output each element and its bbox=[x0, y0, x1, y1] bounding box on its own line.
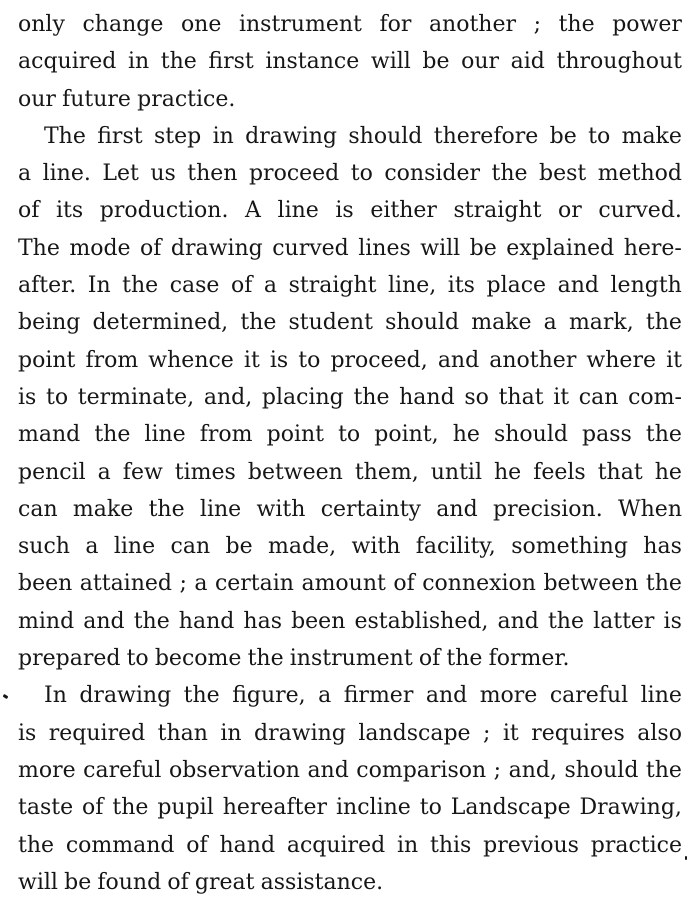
print-speck bbox=[3, 694, 9, 699]
text-line: pencil a few times between them, until he feels that he bbox=[18, 459, 682, 485]
text-line: will be found of great assistance. bbox=[18, 869, 384, 895]
text-line: The mode of drawing curved lines will be explained here- bbox=[18, 235, 682, 261]
text-line: prepared to become the instrument of the former. bbox=[18, 646, 570, 672]
text-line: only change one instrument for another ; the power bbox=[18, 12, 682, 37]
text-line: taste of the pupil hereafter incline to Landscape Drawing, bbox=[18, 795, 682, 821]
text-line: is required than in drawing landscape ; it requires also bbox=[18, 720, 682, 746]
text-line: of its production. A line is either straight or curved. bbox=[18, 198, 682, 224]
text-line: being determined, the student should make a mark, the bbox=[18, 310, 682, 336]
text-line: more careful observation and comparison ; and, should the bbox=[18, 757, 682, 783]
text-line: after. In the case of a straight line, its place and length bbox=[18, 273, 682, 299]
text-line: mind and the hand has been established, and the latter is bbox=[18, 608, 682, 634]
text-line: such a line can be made, with facility, something has bbox=[18, 534, 682, 560]
text-line: mand the line from point to point, he should pass the bbox=[18, 422, 682, 448]
paragraph bbox=[18, 6, 682, 118]
body-text bbox=[18, 6, 682, 901]
text-line: acquired in the first instance will be our aid throughout bbox=[18, 49, 682, 75]
text-line: a line. Let us then proceed to consider the best method bbox=[18, 161, 682, 187]
text-line: is to terminate, and, placing the hand so that it can com- bbox=[18, 384, 682, 410]
text-line: In drawing the figure, a firmer and more careful line bbox=[44, 683, 682, 709]
text-line: point from whence it is to proceed, and another where it bbox=[18, 347, 682, 373]
text-line: The first step in drawing should therefore be to make bbox=[44, 123, 682, 149]
print-speck bbox=[685, 856, 687, 860]
paragraph bbox=[18, 677, 682, 901]
document-page bbox=[18, 6, 682, 901]
text-line: the command of hand acquired in this previous practice bbox=[18, 832, 682, 858]
paragraph bbox=[18, 118, 682, 677]
text-line: can make the line with certainty and precision. When bbox=[18, 496, 682, 522]
text-line: our future practice. bbox=[18, 86, 236, 112]
text-line: been attained ; a certain amount of connexion between the bbox=[18, 571, 682, 597]
